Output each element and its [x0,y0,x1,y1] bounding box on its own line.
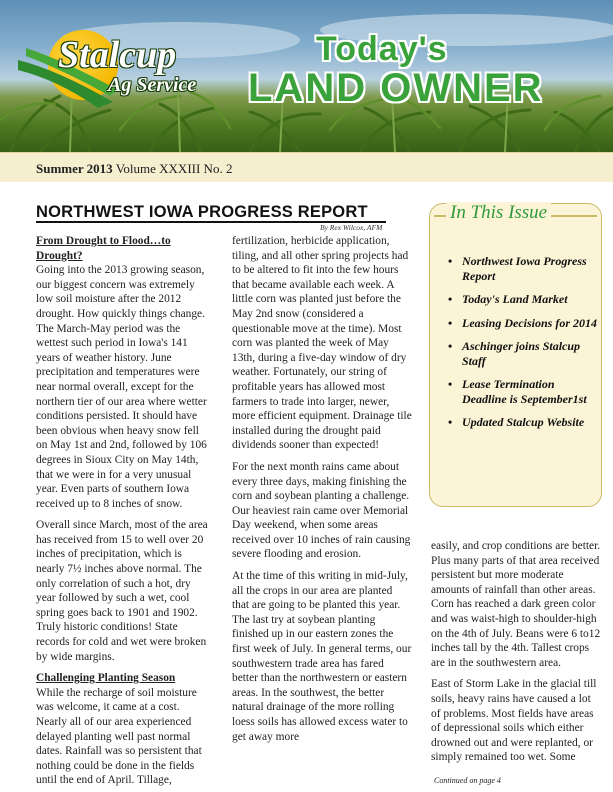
issue-info [36,161,232,177]
paragraph: At the time of this writing in mid-July, all the crops in our area are planted that are going to be planted this year. The last try at soybean planting finished up in our eastern zones the first week of July. In general terms, our southwestern trade area has fared better than the northwestern or eastern areas. In the southwest, the better natural drainage of the more rolling loess soils has allowed excess water to get away more [232,570,412,743]
article-byline: By Rex Wilcox, AFM [320,223,383,232]
toc-item[interactable]: • Aschinger joins Stalcup Staff [448,339,598,368]
toc-item[interactable]: • Lease Termination Deadline is September1st [448,377,598,406]
article-column-2 [232,234,412,751]
paragraph: Going into the 2013 growing season, our biggest concern was extremely low soil moisture after the 2012 drought. How quickly things change. The March-May period was the wettest such period in Iowa's 141 years of weather history. June precipitation and temperatures were near normal overall, except for the northern tier of our area where wetter conditions persisted. It should have been obvious when heavy snow fell on May 1st and 2nd, followed by 106 degrees in Sioux City on May 14th, that we were in for a very unusual year. Even parts of southern Iowa received up to 8 inches of snow. [36,264,207,510]
paragraph: For the next month rains came about every three days, making finishing the corn and soybean planting a challenge. Our heaviest rain came over Memorial Day weekend, when some areas received over 10 inches of rain causing severe flooding and erosion. [232,460,411,561]
issue-season: Summer 2013 [36,161,113,176]
paragraph: East of Storm Lake in the glacial till soils, heavy rains have caused a lot of problems. Most fields have areas of depressional soils which either drowned out and were replanted, or simply remained too wet. Some [431,678,597,764]
masthead-banner [0,0,613,152]
toc-item[interactable]: • Today's Land Market [448,292,598,307]
logo-ag-service-text: Ag Service [108,74,197,96]
issue-volume: Volume XXXIII No. 2 [115,161,233,176]
newsletter-title-todays: Today's [316,30,448,68]
sidebar-title: In This Issue [446,202,551,224]
in-this-issue-box [429,203,602,507]
subheading-planting-season: Challenging Planting Season [36,672,176,685]
issue-band [0,152,613,182]
paragraph: Overall since March, most of the area has received from 15 to well over 20 inches of precipitation, which is nearly 7½ inches above normal. The only correlation of such a hot, dry year followed by such a wet, cool spring goes back to 1901 and 1902. Truly historic conditions! State records for cold and wet were broken by wide margins. [36,519,208,663]
newsletter-title-land-owner: LAND OWNER [248,66,544,110]
paragraph: easily, and crop conditions are better. Plus many parts of that area received persistent but more moderate amounts of rainfall than other areas. Corn has reached a dark green color and was waist-high to shoulder-high on the 4th of July. Beans were 6 to12 inches tall by the 4th. Tallest crops are in the southwestern area. [431,540,601,669]
table-of-contents [448,254,598,439]
continued-link[interactable]: Continued on page 4 [434,776,501,785]
article-column-1 [36,234,210,792]
article-headline: NORTHWEST IOWA PROGRESS REPORT [36,203,368,221]
article-column-3 [431,539,601,772]
subheading-drought-to-flood: From Drought to Flood…to Drought? [36,235,171,262]
paragraph: fertilization, herbicide application, tiling, and all other spring projects had to be altered to fit into the few hours that became available each week. A little corn was planted just before the May 2nd snow (considered a questionable move at the time). Most corn was planted the week of May 13th, during a five-day window of dry weather. Fortunately, our string of profitable years has allowed most farmers to trade into larger, newer, more efficient equipment. Drainage tile installed during the drought paid dividends sooner than expected! [232,235,412,452]
toc-item[interactable]: • Leasing Decisions for 2014 [448,316,598,331]
toc-item[interactable]: • Updated Stalcup Website [448,415,598,430]
logo-stalcup-text: Stalcup [58,34,177,76]
toc-item[interactable]: • Northwest Iowa Progress Report [448,254,598,283]
paragraph: While the recharge of soil moisture was welcome, it came at a cost. Nearly all of our area experienced delayed planting well past normal dates. Rainfall was so persistent that nothing could be done in the fields until the end of April. Tillage, [36,686,202,787]
